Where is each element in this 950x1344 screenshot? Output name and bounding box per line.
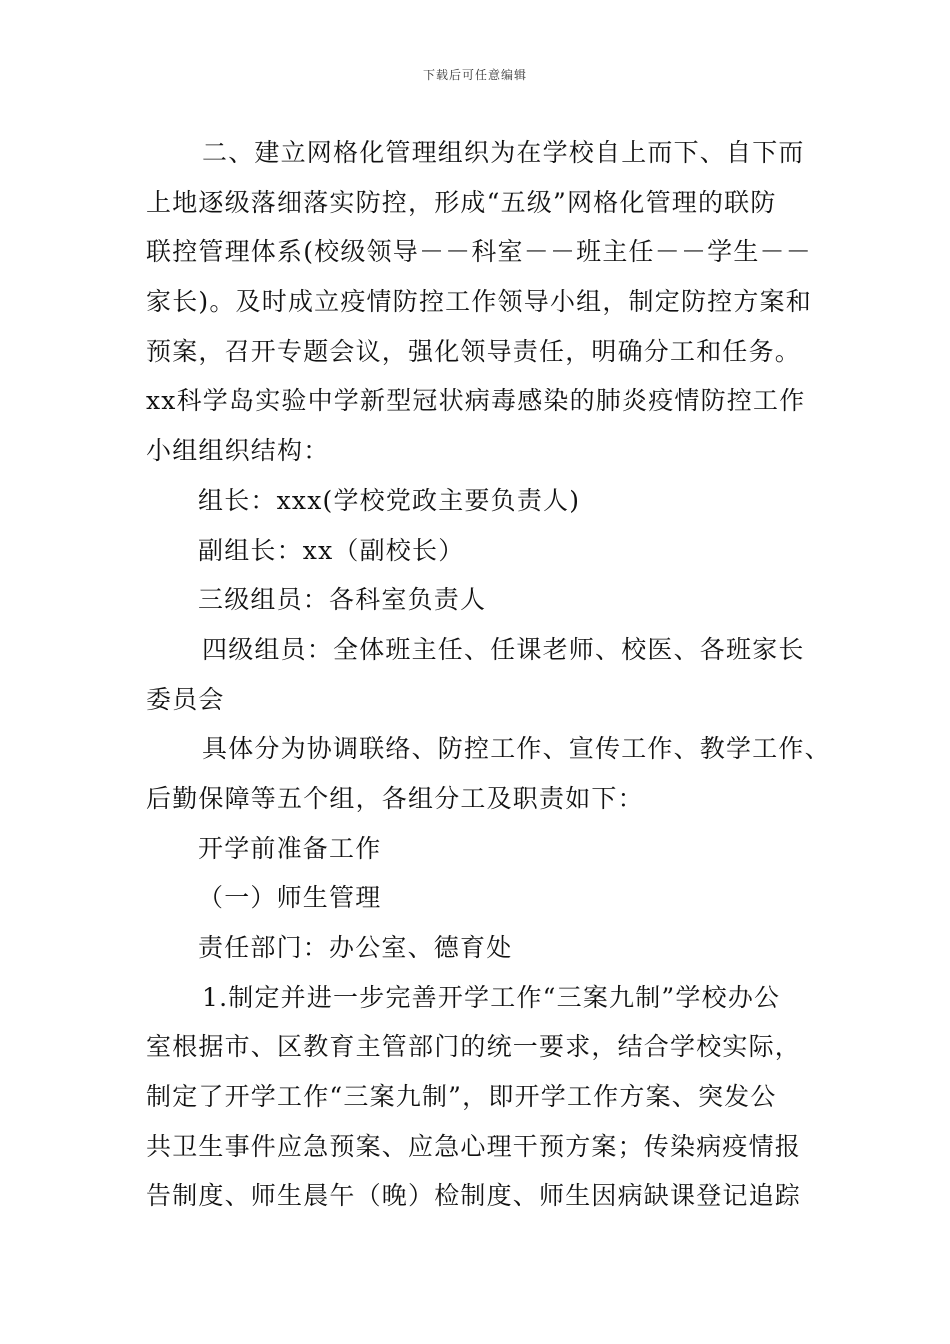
text-line: （一）师生管理 <box>198 883 382 913</box>
text-line: 二、建立网格化管理组织为在学校自上而下、自下而 <box>202 138 805 167</box>
text-line: xx科学岛实验中学新型冠状病毒感染的肺炎疫情防控工作 <box>146 386 806 416</box>
text-line: 小组组织结构： <box>146 436 330 466</box>
document-body <box>146 128 831 1221</box>
text-line: 三级组员：各科室负责人 <box>198 585 487 615</box>
text-line: 组长：xxx(学校党政主要负责人) <box>198 485 581 515</box>
text-line: 共卫生事件应急预案、应急心理干预方案；传染病疫情报 <box>146 1131 802 1161</box>
text-line: 后勤保障等五个组，各组分工及职责如下： <box>146 783 644 813</box>
text-line: 副组长：xx（副校长） <box>198 535 465 565</box>
text-line: 制定了开学工作“三案九制”，即开学工作方案、突发公 <box>146 1082 777 1112</box>
text-line: 委员会 <box>146 684 225 714</box>
text-line: 上地逐级落细落实防控，形成“五级”网格化管理的联防 <box>146 187 777 217</box>
text-line: 1.制定并进一步完善开学工作“三案九制”学校办公 <box>202 982 781 1012</box>
text-line: 预案，召开专题会议，强化领导责任，明确分工和任务。 <box>146 336 802 366</box>
text-line: 开学前准备工作 <box>198 833 382 863</box>
text-line: 室根据市、区教育主管部门的统一要求，结合学校实际， <box>146 1032 802 1062</box>
text-line: 家长)。及时成立疫情防控工作领导小组，制定防控方案和 <box>146 287 812 317</box>
text-line: 联控管理体系(校级领导－－科室－－班主任－－学生－－ <box>146 237 812 267</box>
text-line: 责任部门：办公室、德育处 <box>198 933 513 962</box>
text-line: 告制度、师生晨午（晚）检制度、师生因病缺课登记追踪 <box>146 1181 802 1211</box>
text-line: 具体分为协调联络、防控工作、宣传工作、教学工作、 <box>202 734 831 764</box>
text-line: 四级组员：全体班主任、任课老师、校医、各班家长 <box>202 634 805 664</box>
page-header-note: 下载后可任意编辑 <box>422 68 527 82</box>
